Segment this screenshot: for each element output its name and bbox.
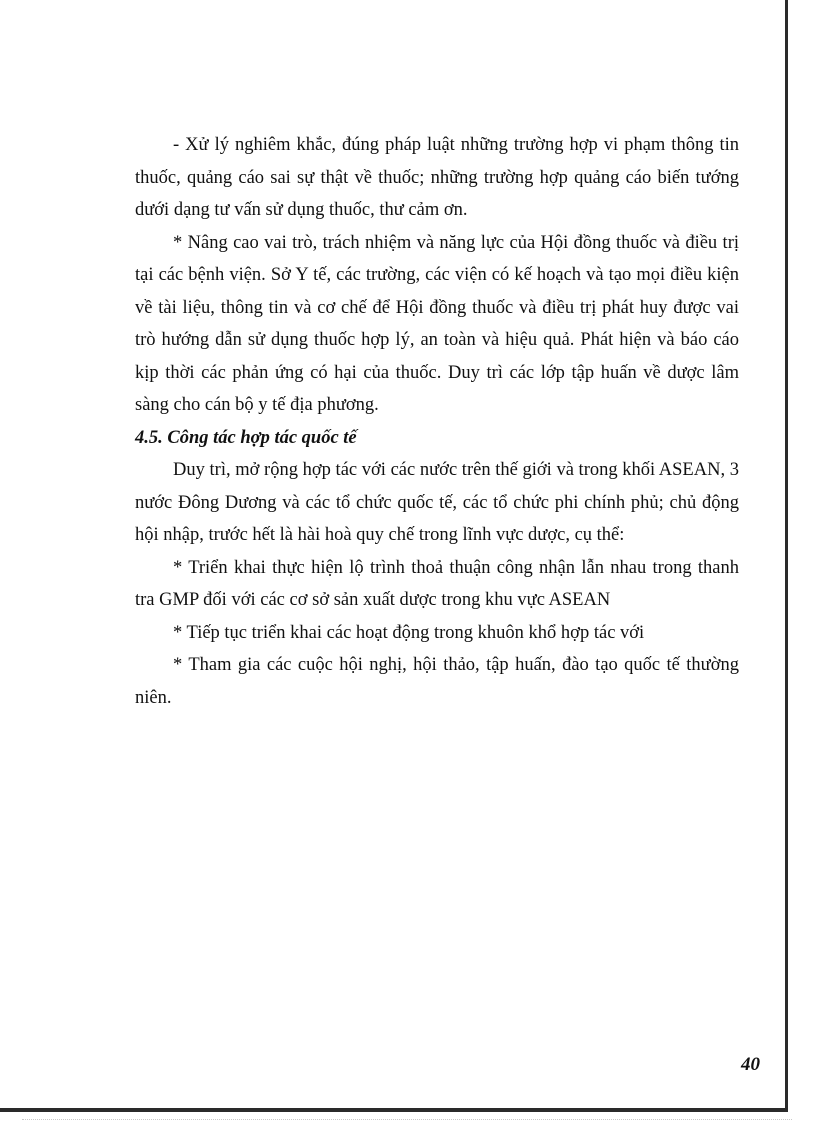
paragraph-drug-council: * Nâng cao vai trò, trách nhiệm và năng lực của Hội đồng thuốc và điều trị tại các bệnh viện. Sở Y tế, các trường, các viện có kế hoạch và tạo mọi điều kiện về tài liệu, thông tin và cơ chế để Hội đồng thuốc và điều trị phát huy được vai trò hướng dẫn sử dụng thuốc hợp lý, an toàn và hiệu quả. Phát hiện và báo cáo kịp thời các phản ứng có hại của thuốc. Duy trì các lớp tập huấn về dược lâm sàng cho cán bộ y tế địa phương.: [135, 232, 739, 415]
page-border-bottom: [0, 1108, 788, 1112]
paragraph-gmp-roadmap: * Triển khai thực hiện lộ trình thoả thuận công nhận lẫn nhau trong thanh tra GMP đối với các cơ sở sản xuất dược trong khu vực ASEAN: [135, 557, 739, 610]
page-number: 40: [741, 1054, 760, 1075]
page-border-right: [785, 0, 788, 1108]
body-text: [135, 129, 739, 714]
paragraph-continue-activities: * Tiếp tục triển khai các hoạt động trong khuôn khổ hợp tác với: [173, 622, 645, 643]
paragraph-handling-violations: - Xử lý nghiêm khắc, đúng pháp luật những trường hợp vi phạm thông tin thuốc, quảng cáo sai sự thật về thuốc; những trường hợp quảng cáo biến tướng dưới dạng tư vấn sử dụng thuốc, thư cảm ơn.: [135, 135, 739, 220]
dotted-divider: [22, 1119, 792, 1120]
paragraph-conferences: * Tham gia các cuộc hội nghị, hội thảo, tập huấn, đào tạo quốc tế thường niên.: [135, 655, 739, 708]
section-heading: 4.5. Công tác hợp tác quốc tế: [135, 427, 357, 448]
paragraph-cooperation-intro: Duy trì, mở rộng hợp tác với các nước trên thế giới và trong khối ASEAN, 3 nước Đông Dương và các tổ chức quốc tế, các tổ chức phi chính phủ; chủ động hội nhập, trước hết là hài hoà quy chế trong lĩnh vực dược, cụ thể:: [135, 460, 739, 545]
